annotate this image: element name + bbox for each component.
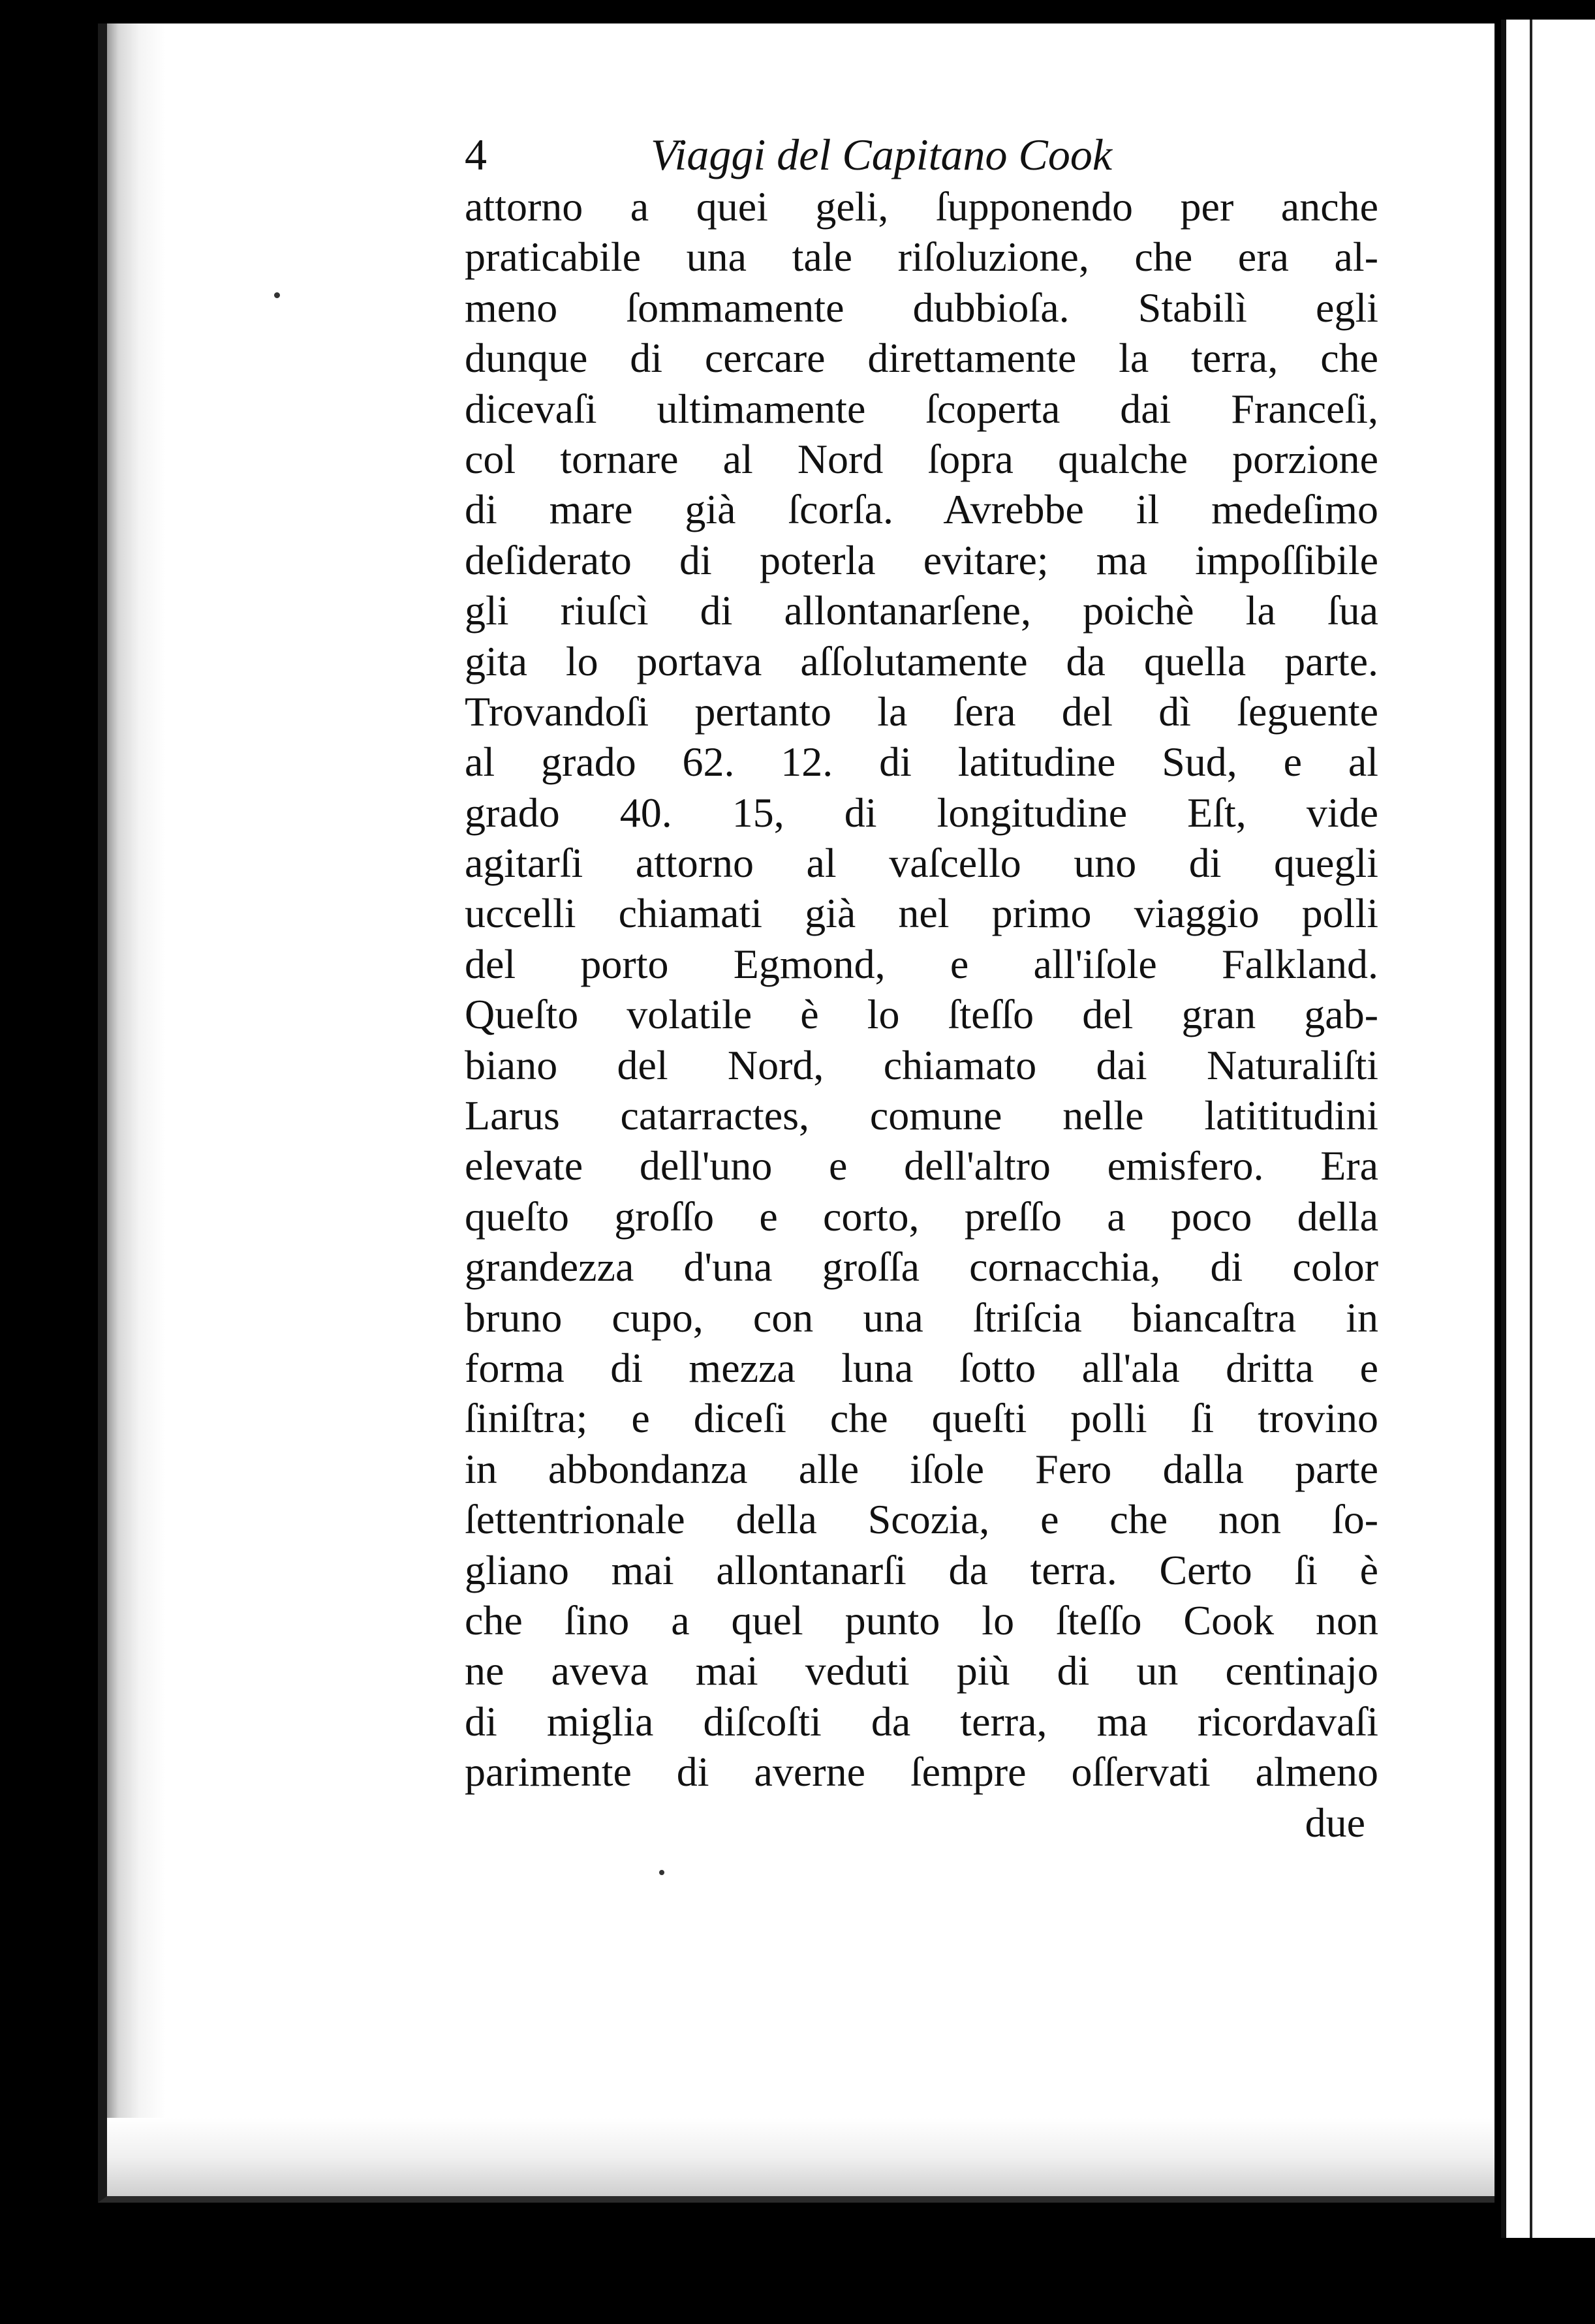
text-line: elevate dell'uno e dell'altro emisfero. Era [465,1142,1378,1189]
text-line: gita lo portava aſſolutamente da quella parte. [465,637,1378,684]
text-line: che ſino a quel punto lo ſteſſo Cook non [465,1597,1378,1644]
text-line: Larus catarractes, comune nelle latititudini [465,1092,1378,1139]
text-line: bruno cupo, con una ſtriſcia biancaſtra in [465,1294,1378,1341]
text-block [465,125,1378,1848]
page-bottom-shadow [107,2118,1494,2196]
text-line: uccelli chiamati già nel primo viaggio polli [465,890,1378,937]
text-line: grandezza d'una groſſa cornacchia, di color [465,1244,1378,1291]
text-line: ne aveva mai veduti più di un centinajo [465,1647,1378,1694]
text-line: dunque di cercare direttamente la terra, che [465,335,1378,382]
body-text [465,181,1378,1797]
text-line: meno ſommamente dubbioſa. Stabilì egli [465,284,1378,331]
text-line: Trovandoſi pertanto la ſera del dì ſeguente [465,688,1378,735]
page-number: 4 [465,130,487,179]
catchword: due [1305,1799,1365,1846]
text-line: deſiderato di poterla evitare; ma impoſſibile [465,536,1378,583]
text-line: attorno a quei geli, ſupponendo per anche [465,183,1378,230]
text-line: praticabile una tale riſoluzione, che era al- [465,234,1378,281]
text-line: gli riuſcì di allontanarſene, poichè la ſua [465,587,1378,634]
text-line: Queſto volatile è lo ſteſſo del gran gab- [465,991,1378,1038]
text-line: al grado 62. 12. di latitudine Sud, e al [465,739,1378,786]
facing-page-edge [1501,20,1595,2238]
text-line: col tornare al Nord ſopra qualche porzione [465,435,1378,482]
running-title: Viaggi del Capitano Cook [651,130,1113,179]
text-line: biano del Nord, chiamato dai Naturaliſti [465,1041,1378,1088]
text-line: ſettentrionale della Scozia, e che non ſo- [465,1496,1378,1543]
ink-speck [659,1870,664,1875]
text-line: parimente di averne ſempre oſſervati almeno [465,1749,1378,1796]
text-line: grado 40. 15, di longitudine Eſt, vide [465,789,1378,836]
text-line: di mare già ſcorſa. Avrebbe il medeſimo [465,486,1378,533]
page-gutter-shadow [107,23,166,2196]
text-line: in abbondanza alle iſole Fero dalla parte [465,1445,1378,1492]
running-header [465,125,1378,184]
text-line: gliano mai allontanarſi da terra. Certo ſi è [465,1546,1378,1593]
text-line: del porto Egmond, e all'iſole Falkland. [465,940,1378,987]
text-line: queſto groſſo e corto, preſſo a poco della [465,1193,1378,1240]
text-line: forma di mezza luna ſotto all'ala dritta e [465,1344,1378,1391]
ink-speck [274,292,280,298]
text-line: dicevaſi ultimamente ſcoperta dai Franceſi, [465,385,1378,432]
text-line: di miglia diſcoſti da terra, ma ricordavaſi [465,1698,1378,1745]
text-line: ſiniſtra; e diceſi che queſti polli ſi trovino [465,1395,1378,1442]
text-line: agitarſi attorno al vaſcello uno di quegli [465,840,1378,887]
